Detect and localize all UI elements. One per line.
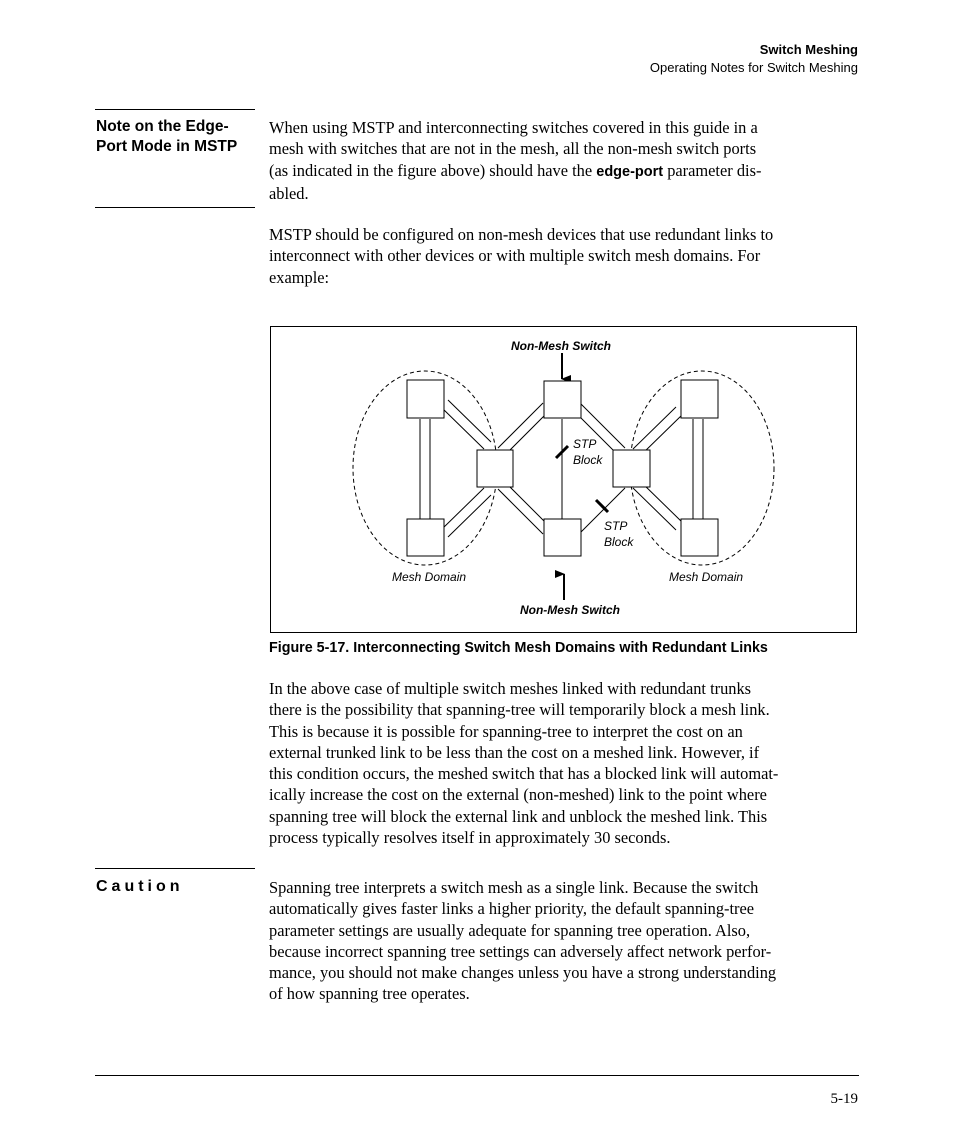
text-line: spanning tree will block the external link and unblock the meshed link. This bbox=[269, 806, 768, 826]
switch-right-mesh bbox=[613, 450, 650, 487]
text-line: Spanning tree interprets a switch mesh as a single link. Because the switch bbox=[269, 878, 759, 897]
label-stp-block-1-line2: Block bbox=[573, 453, 603, 467]
text-line: process typically resolves itself in approximately 30 seconds. bbox=[269, 828, 671, 848]
label-stp-block-2-line1: STP bbox=[604, 519, 628, 533]
text-line: ically increase the cost on the external (non-meshed) link to the point where bbox=[269, 785, 767, 805]
text-line: external trunked link to be less than the cost on a meshed link. However, if bbox=[269, 742, 760, 762]
caution-paragraph bbox=[269, 877, 861, 1005]
network-diagram bbox=[271, 327, 858, 634]
text-line: In the above case of multiple switch meshes linked with redundant trunks bbox=[269, 679, 752, 698]
text-line: automatically gives faster links a higher priority, the default spanning-tree bbox=[269, 899, 755, 919]
footer-rule bbox=[95, 1075, 859, 1076]
text-line bbox=[269, 160, 861, 183]
note-bottom-rule bbox=[95, 207, 255, 208]
switch-right-top bbox=[681, 380, 718, 418]
figure-caption: Figure 5-17. Interconnecting Switch Mesh Domains with Redundant Links bbox=[269, 640, 768, 656]
chapter-title: Switch Meshing bbox=[759, 42, 858, 57]
note-top-rule bbox=[95, 109, 255, 110]
text-line: This is because it is possible for spanning-tree to interpret the cost on an bbox=[269, 721, 743, 741]
edge-port-keyword: edge-port bbox=[596, 163, 664, 180]
switch-left-top bbox=[407, 380, 444, 418]
text-line: When using MSTP and interconnecting switches covered in this guide in a bbox=[269, 118, 758, 137]
text-line: mesh with switches that are not in the mesh, all the non-mesh switch ports bbox=[269, 139, 757, 159]
note-paragraph-1 bbox=[269, 117, 861, 204]
stp-block-marker-2 bbox=[596, 500, 608, 512]
label-stp-block-1-line1: STP bbox=[573, 437, 597, 451]
page-number: 5-19 bbox=[830, 1091, 858, 1107]
text-span: parameter dis- bbox=[663, 160, 762, 180]
text-line: MSTP should be configured on non-mesh devices that use redundant links to bbox=[269, 225, 774, 244]
switch-left-mesh bbox=[477, 450, 513, 487]
text-line: of how spanning tree operates. bbox=[269, 984, 470, 1004]
text-line: parameter settings are usually adequate for spanning tree operation. Also, bbox=[269, 920, 751, 940]
section-title: Operating Notes for Switch Meshing bbox=[649, 60, 858, 75]
label-mesh-domain-left: Mesh Domain bbox=[392, 570, 467, 584]
note-paragraph-2 bbox=[269, 224, 861, 288]
label-mesh-domain-right: Mesh Domain bbox=[669, 570, 744, 584]
label-stp-block-2-line2: Block bbox=[604, 535, 634, 549]
caution-heading: Caution bbox=[96, 878, 184, 895]
non-mesh-switch-top bbox=[544, 381, 581, 418]
caution-top-rule bbox=[95, 868, 255, 869]
explanation-paragraph bbox=[269, 678, 861, 848]
text-line: there is the possibility that spanning-tree will temporarily block a mesh link. bbox=[269, 700, 770, 720]
switch-right-bottom bbox=[681, 519, 718, 556]
switch-left-bottom bbox=[407, 519, 444, 556]
note-heading bbox=[96, 117, 258, 157]
text-line: because incorrect spanning tree settings can adversely affect network perfor- bbox=[269, 941, 772, 961]
running-header bbox=[650, 41, 858, 77]
text-line: interconnect with other devices or with multiple switch mesh domains. For bbox=[269, 246, 761, 266]
note-heading-line1: Note on the Edge- bbox=[96, 118, 229, 135]
network-diagram-figure bbox=[270, 326, 857, 633]
text-line: example: bbox=[269, 267, 330, 287]
note-heading-line2: Port Mode in MSTP bbox=[96, 138, 238, 155]
text-line: abled. bbox=[269, 183, 309, 203]
label-non-mesh-switch-top: Non-Mesh Switch bbox=[510, 339, 612, 353]
text-line: mance, you should not make changes unless you have a strong understanding bbox=[269, 963, 777, 983]
label-non-mesh-switch-bottom: Non-Mesh Switch bbox=[519, 603, 621, 617]
text-line: this condition occurs, the meshed switch that has a blocked link will automat- bbox=[269, 764, 779, 784]
text-span: (as indicated in the figure above) should have the bbox=[269, 160, 597, 180]
non-mesh-switch-bottom bbox=[544, 519, 581, 556]
